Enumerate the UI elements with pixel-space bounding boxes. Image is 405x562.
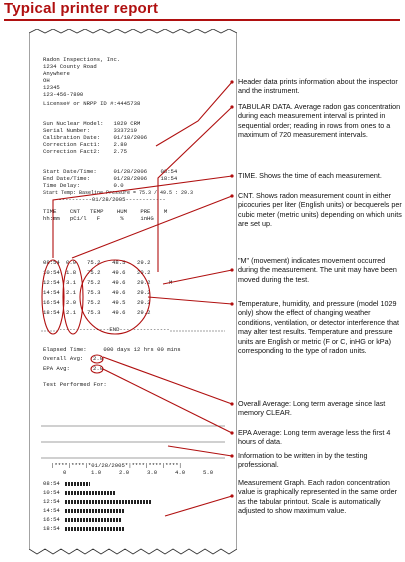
- leader-cnt: [72, 196, 232, 258]
- leader-movement: [163, 270, 232, 284]
- row-temp: 75.3: [87, 309, 101, 316]
- graph-row-time: 14:54: [43, 507, 60, 514]
- row-temp: 75.2: [87, 259, 101, 266]
- row-hum: 49.6: [112, 269, 126, 276]
- leader-overall: [103, 357, 232, 404]
- leader-dot-info: [230, 454, 233, 457]
- timing-line-0: Start Date/Time: 01/28/2006 08:54: [43, 168, 178, 175]
- leader-dot-epa: [230, 431, 233, 434]
- leader-time: [53, 176, 232, 258]
- leader-dot-tabular: [230, 105, 233, 108]
- oval-time-column: [42, 260, 64, 334]
- timing-line-1: End Date/Time: 01/28/2006 18:54: [43, 175, 178, 182]
- row-time: 14:54: [43, 289, 60, 296]
- leader-epa: [103, 369, 232, 433]
- row-hum: 48.5: [112, 259, 126, 266]
- oval-temp-hum-pre: [80, 260, 150, 334]
- header-line-6: License# or NRPP ID #:4445738: [43, 100, 141, 107]
- overall-avg-value: 2.0: [93, 355, 104, 362]
- row-time: 10:54: [43, 269, 60, 276]
- row-temp: 75.2: [87, 279, 101, 286]
- end-rule: ---------------END---------------: [59, 326, 170, 333]
- graph-row-time: 10:54: [43, 489, 60, 496]
- row-pre: 29.2: [137, 259, 151, 266]
- graph-row-time: 18:54: [43, 525, 60, 532]
- leader-temp: [148, 297, 232, 304]
- leader-dot-temp: [230, 302, 233, 305]
- column-headers: TIME CNT TEMP HUM PRE M: [43, 208, 168, 215]
- annotation-cnt: CNT. Shows radon measurement count in either picocuries per liter (English units) or becquerels per cubic meter (metric units) depending on which units are set up.: [238, 191, 402, 229]
- leader-dot-cnt: [230, 194, 233, 197]
- header-line-3: OH: [43, 77, 50, 84]
- row-time: 12:54: [43, 279, 60, 286]
- overall-avg-label: Overall Avg:: [43, 355, 84, 362]
- header-line-2: Anywhere: [43, 70, 70, 77]
- test-performed-for: Test Performed For:: [43, 381, 107, 388]
- row-hum: 49.6: [112, 289, 126, 296]
- annotation-temp: Temperature, humidity, and pressure (model 1029 only) show the effect of changing weather conditions, ventilation, or detector interference that may alter test results. Temperature and pressure units are English or metric (F or C, inHG or kPa) corresponding to the type of radon units.: [238, 299, 400, 356]
- row-pre: 29.2: [137, 279, 151, 286]
- row-cnt: 0.9: [66, 259, 77, 266]
- annotation-movement: "M" (movement) indicates movement occurred during the measurement. The unit may have been moved during the test.: [238, 256, 397, 284]
- elapsed-time: Elapsed Time: 000 days 12 hrs 00 mins: [43, 346, 181, 353]
- graph-row-time: 12:54: [43, 498, 60, 505]
- annotation-tabular: TABULAR DATA. Average radon gas concentration during each measurement interval is printed in sequential order; reading in rows from ones to a maximum of 720 measurement intervals.: [238, 102, 401, 140]
- row-time: 08:54: [43, 259, 60, 266]
- annotation-epa: EPA Average: Long term average less the first 4 hours of data.: [238, 428, 391, 447]
- row-hum: 49.6: [112, 279, 126, 286]
- row-temp: 75.2: [87, 269, 101, 276]
- leader-dot-time: [230, 174, 233, 177]
- leader-dot-movement: [230, 268, 233, 271]
- instrument-line-2: Calibration Date: 01/10/2006: [43, 134, 148, 141]
- row-cnt: 3.1: [66, 279, 77, 286]
- epa-avg-value: 2.0: [93, 365, 104, 372]
- leader-graph: [165, 496, 232, 516]
- row-cnt: 2.1: [66, 289, 77, 296]
- header-line-5: 123-456-7890: [43, 91, 84, 98]
- leader-header: [156, 82, 232, 146]
- row-time: 18:54: [43, 309, 60, 316]
- oval-epa-avg: [91, 365, 103, 373]
- annotation-overall: Overall Average: Long term average since last memory CLEAR.: [238, 399, 386, 418]
- header-line-1: 1234 County Road: [43, 63, 97, 70]
- timing-line-3: Start Temp: Baseline Pressure = 75.3 / 49.5 : 29.3: [43, 190, 194, 196]
- row-pre: 29.2: [137, 269, 151, 276]
- graph-tick-label: 5.0: [203, 469, 214, 476]
- row-temp: 75.3: [87, 289, 101, 296]
- instrument-line-3: Correction Fact1: 2.80: [43, 141, 127, 148]
- leader-dot-header: [230, 80, 233, 83]
- row-cnt: 1.8: [66, 269, 77, 276]
- row-cnt: 2.0: [66, 299, 77, 306]
- row-temp: 75.2: [87, 299, 101, 306]
- graph-tick-label: 4.0: [175, 469, 186, 476]
- graph-tick-label: 2.0: [119, 469, 130, 476]
- graph-tick-label: 3.0: [147, 469, 158, 476]
- row-pre: 29.2: [137, 309, 151, 316]
- annotation-graph: Measurement Graph. Each radon concentration value is graphically represented in the same order as the tabular printout. Scale is automatically adjusted to show maximum value.: [238, 478, 398, 516]
- instrument-line-1: Serial Number: 3337219: [43, 127, 137, 134]
- leader-dot-overall: [230, 402, 233, 405]
- header-line-0: Radon Inspections, Inc.: [43, 56, 121, 63]
- graph-row-time: 08:54: [43, 480, 60, 487]
- column-units: hh:mm pCi/l F % inHG: [43, 215, 154, 222]
- graph-row-time: 16:54: [43, 516, 60, 523]
- row-time: 16:54: [43, 299, 60, 306]
- header-line-4: 12345: [43, 84, 60, 91]
- graph-axis-title: |****|****|*01/28/2005*|****|****|****|: [51, 462, 182, 469]
- timing-line-2: Time Delay: 0.0: [43, 182, 124, 189]
- leader-info: [168, 446, 232, 456]
- date-rule: -----------01/28/2005------------: [55, 196, 166, 203]
- graph-tick-label: 1.0: [91, 469, 102, 476]
- row-cnt: 2.1: [66, 309, 77, 316]
- annotation-info: Information to be written in by the testing professional.: [238, 451, 368, 470]
- instrument-line-0: Sun Nuclear Model: 1029 CRM: [43, 120, 141, 127]
- leader-dot-graph: [230, 494, 233, 497]
- row-hum: 49.6: [112, 309, 126, 316]
- graph-tick-label: 0: [63, 469, 67, 476]
- row-pre: 29.2: [137, 289, 151, 296]
- oval-overall-avg: [91, 355, 103, 363]
- page-title: Typical printer report: [4, 0, 159, 17]
- row-hum: 49.5: [112, 299, 126, 306]
- instrument-line-4: Correction Fact2: 2.75: [43, 148, 127, 155]
- epa-avg-label: EPA Avg:: [43, 365, 70, 372]
- row-pre: 29.2: [137, 299, 151, 306]
- row-movement: M: [169, 279, 173, 286]
- annotation-header: Header data prints information about the inspector and the instrument.: [238, 77, 398, 96]
- annotation-time: TIME. Shows the time of each measurement.: [238, 171, 382, 180]
- leader-tabular: [158, 107, 232, 272]
